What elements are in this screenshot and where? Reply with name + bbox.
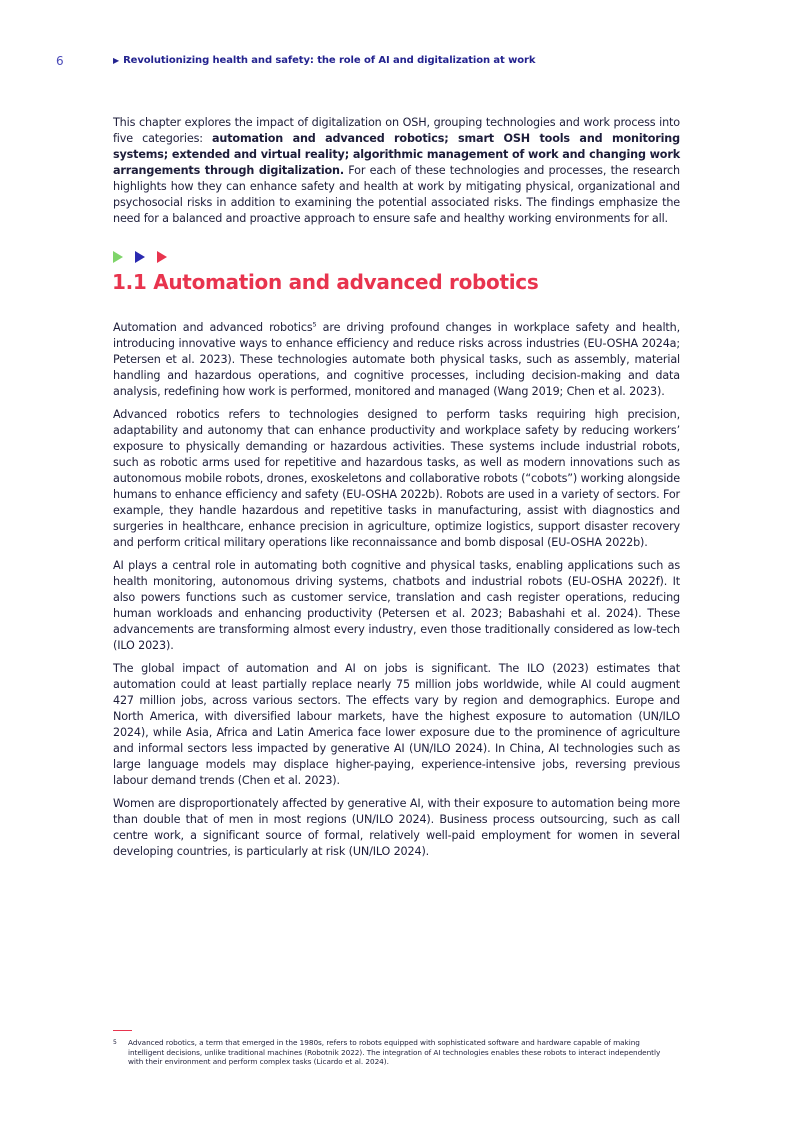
red-triangle-icon xyxy=(157,251,167,263)
section-marker xyxy=(113,251,167,263)
paragraph-1 xyxy=(113,320,680,400)
blue-triangle-icon xyxy=(135,251,145,263)
page-number: 6 xyxy=(56,54,64,68)
footnote-number: 5 xyxy=(113,1039,117,1046)
paragraph-5: Women are disproportionately affected by generative AI, with their exposure to automation being more than double that of men in most regions (UN/ILO 2024). Business process outsourcing, such as call centre work, a significant source of formal, relatively well-paid employment for women in several developing countries, is particularly at risk (UN/ILO 2024). xyxy=(113,797,680,858)
intro-text-start: This chapter explores the impact of digitalization on OSH, grouping technologies and work process into five categories: xyxy=(113,116,680,145)
intro-text-end: For each of these technologies and processes, the research highlights how they can enhance safety and health at work by mitigating physical, organizational and psychosocial risks in addition to examining the potential associated risks. The findings emphasize the need for a balanced and proactive approach to ensure safe and healthy working environments for all. xyxy=(113,164,680,225)
footnote-text: Advanced robotics, a term that emerged in the 1980s, refers to robots equipped with sophisticated software and hardware capable of making intelligent decisions, unlike traditional machines (Robotnik 2022). The integration of AI technologies enables these robots to interact independently with their environment and perform complex tasks (Licardo et al. 2024). xyxy=(128,1038,661,1067)
paragraph-1-start: Automation and advanced robotics xyxy=(113,321,313,334)
footnote-reference[interactable]: 5 xyxy=(312,320,317,329)
intro-categories: automation and advanced robotics; smart OSH tools and monitoring systems; extended and virtual reality; algorithmic management of work and changing work arrangements through digitalization. xyxy=(113,132,680,177)
paragraph-3: AI plays a central role in automating both cognitive and physical tasks, enabling applications such as health monitoring, autonomous driving systems, chatbots and industrial robots (EU-OSHA 2022f). It also powers functions such as customer service, translation and cash register operations, reducing human workloads and enhancing productivity (Petersen et al. 2023; Babashahi et al. 2024). These advancements are transforming almost every industry, even those traditionally considered as low-tech (ILO 2023). xyxy=(113,559,680,652)
section-body xyxy=(113,320,680,867)
paragraph-4: The global impact of automation and AI on jobs is significant. The ILO (2023) estimates that automation could at least partially replace nearly 75 million jobs worldwide, while AI could augment 427 million jobs, across various sectors. The effects vary by region and demographics. Europe and North America, with diversified labour markets, have the highest exposure to automation (UN/ILO 2024), while Asia, Africa and Latin America face lower exposure due to the prominence of agriculture and informal sectors less impacted by generative AI (UN/ILO 2024). In China, AI technologies such as large language models may displace higher-paying, experience-intensive jobs, reversing previous labour demand trends (Chen et al. 2023). xyxy=(113,662,680,787)
section-heading: 1.1 Automation and advanced robotics xyxy=(112,270,539,294)
running-header-title: Revolutionizing health and safety: the role of AI and digitalization at work xyxy=(123,55,536,66)
paragraph-1-rest: are driving profound changes in workplace safety and health, introducing innovative ways to enhance efficiency and reduce risks across industries (EU-OSHA 2024a; Petersen et al. 2023). These technologies automate both physical tasks, such as assembly, material handling and hazardous operations, and cognitive processes, including decision-making and data analysis, redefining how work is performed, monitored and managed (Wang 2019; Chen et al. 2023). xyxy=(113,321,680,398)
footnote xyxy=(113,1038,663,1067)
paragraph-2: Advanced robotics refers to technologies designed to perform tasks requiring high precision, adaptability and autonomy that can enhance productivity and workplace safety by reducing workers’ exposure to physically demanding or hazardous activities. These systems include industrial robots, such as robotic arms used for repetitive and hazardous tasks, as well as modern innovations such as autonomous mobile robots, drones, exoskeletons and collaborative robots (“cobots”) working alongside humans to enhance efficiency and safety (EU-OSHA 2022b). Robots are used in a variety of sectors. For example, they handle hazardous and repetitive tasks in manufacturing, assist with diagnostics and surgeries in healthcare, enhance precision in agriculture, optimize logistics, support disaster recovery and perform critical military operations like reconnaissance and bomb disposal (EU-OSHA 2022b). xyxy=(113,408,680,549)
running-header xyxy=(113,55,535,66)
footnote-divider xyxy=(113,1030,132,1031)
triangle-bullet-icon: ▶ xyxy=(113,56,120,65)
green-triangle-icon xyxy=(113,251,123,263)
intro-paragraph xyxy=(113,115,680,227)
